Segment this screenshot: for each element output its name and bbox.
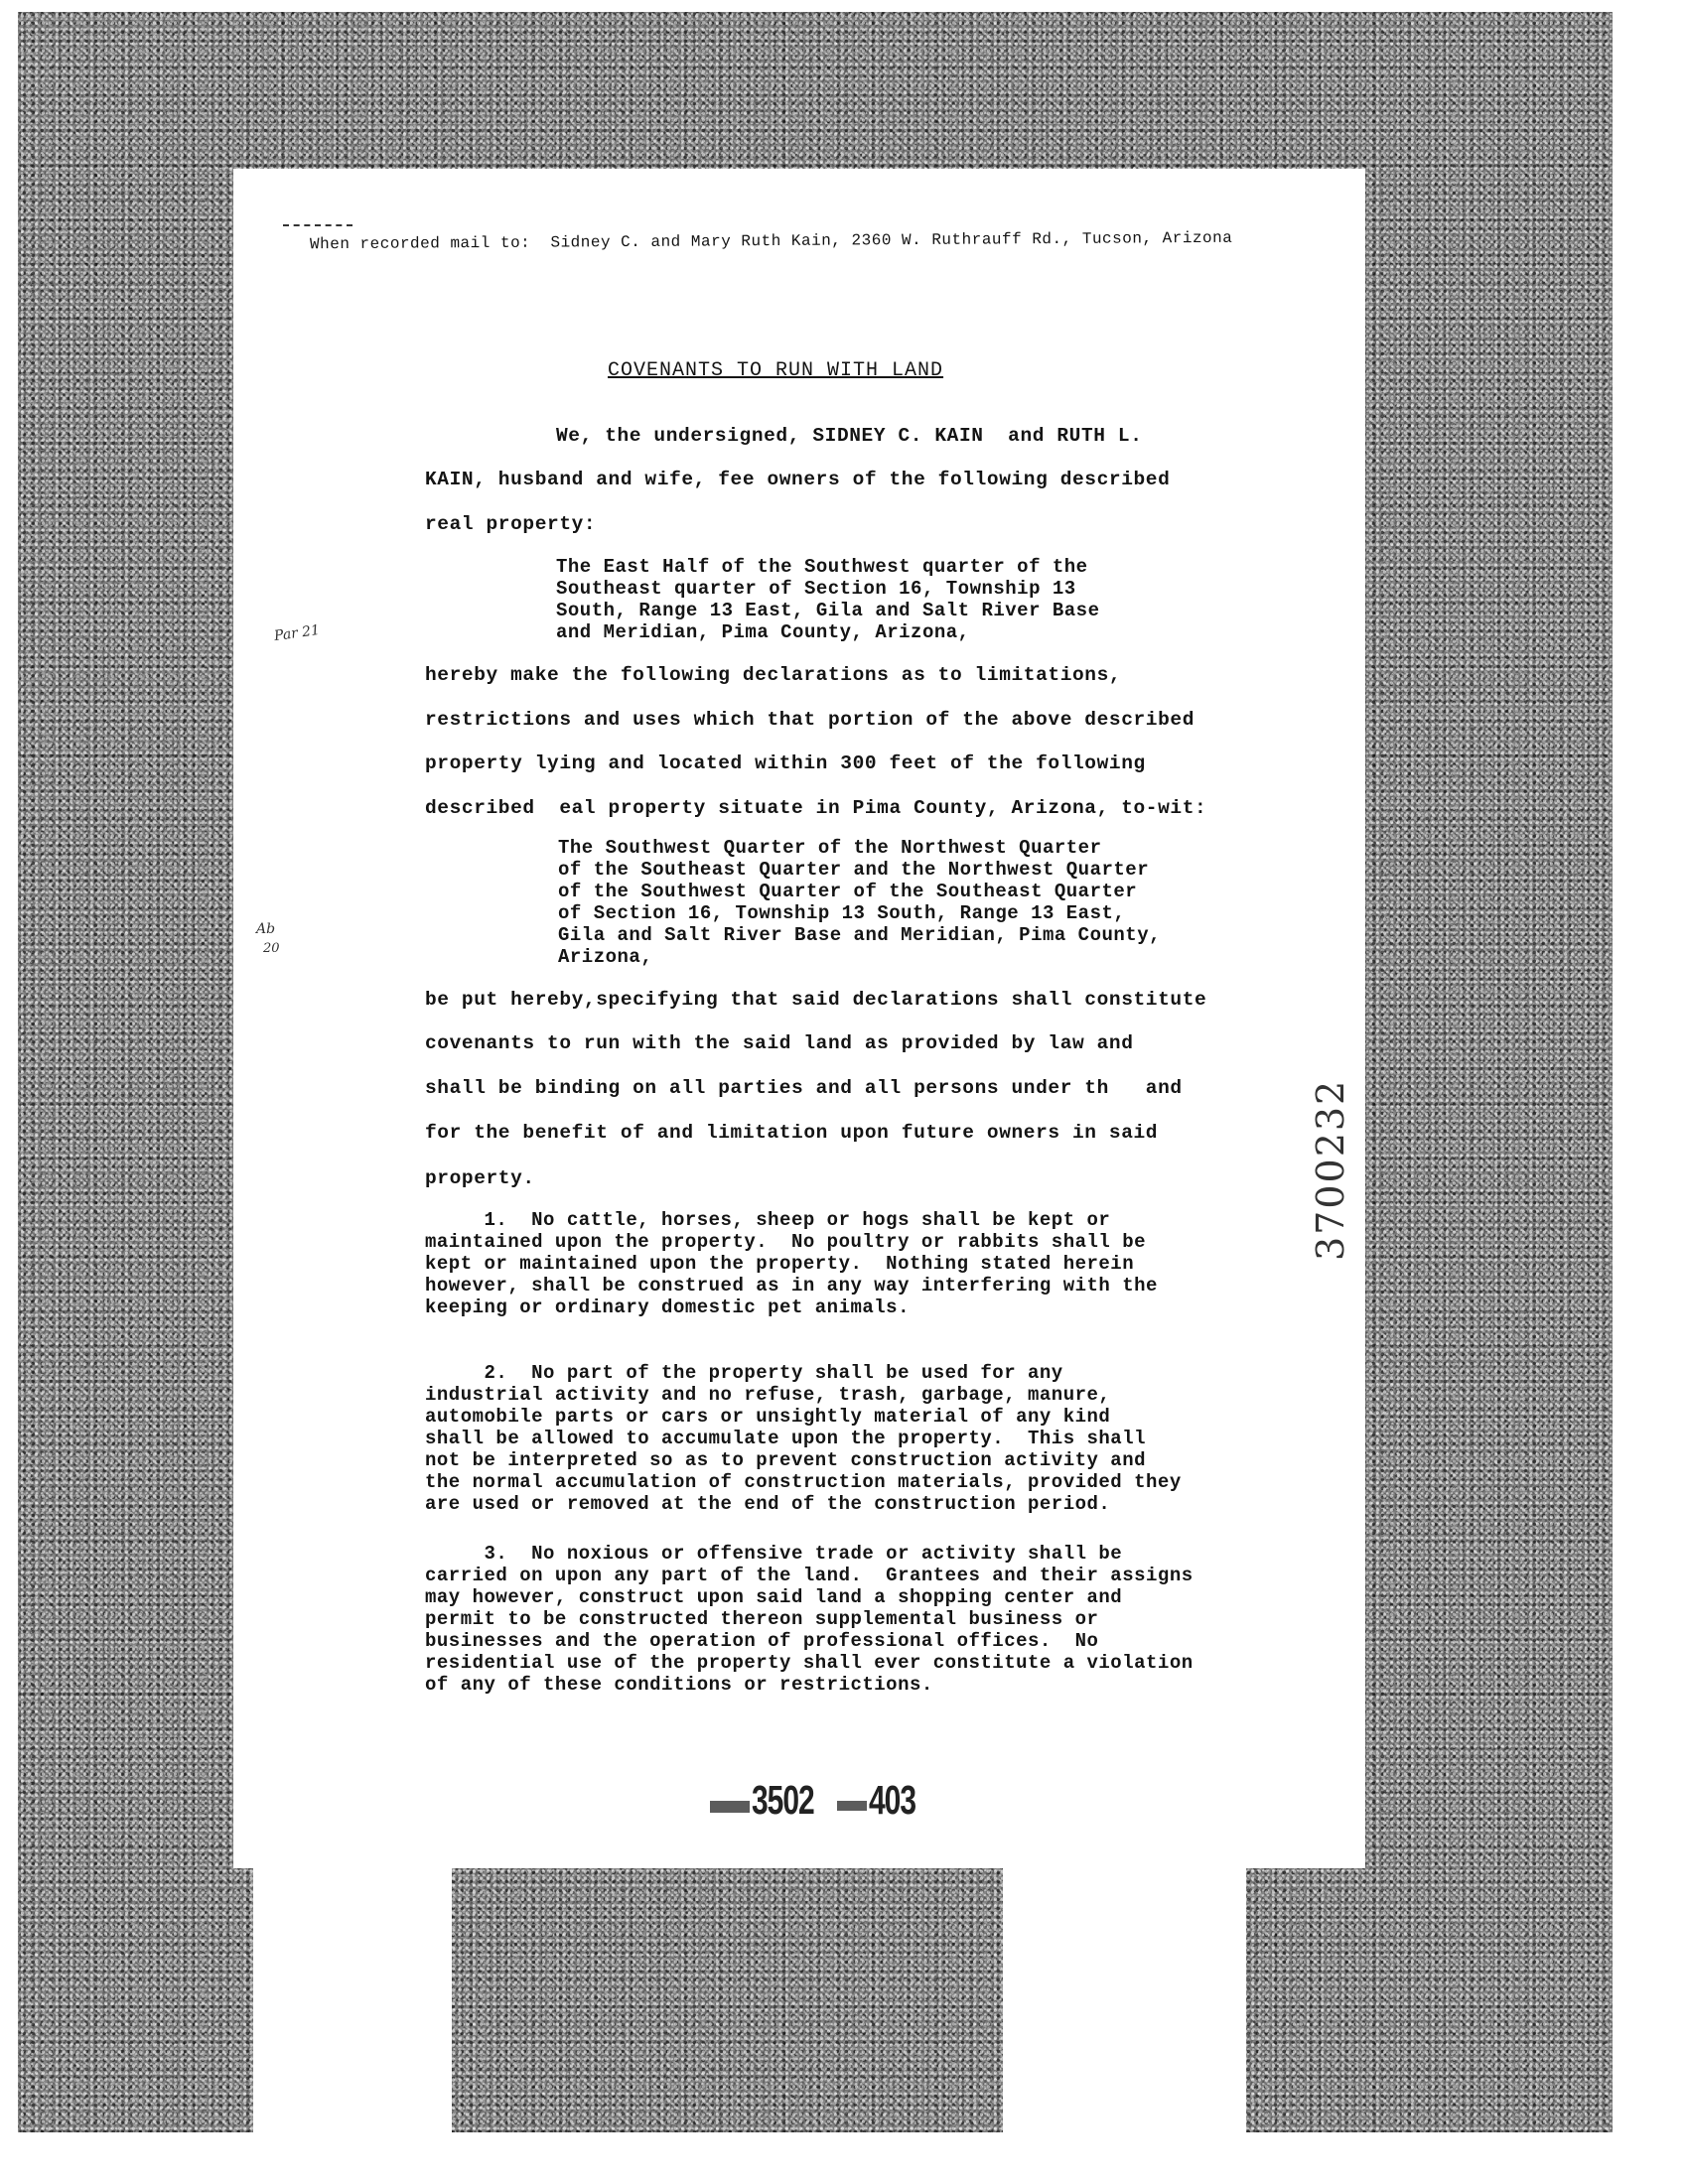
item-2-line: are used or removed at the end of the construction period.: [425, 1493, 1111, 1515]
paper-tab-right: [1003, 1866, 1246, 2132]
parcel-2-line: of Section 16, Township 13 South, Range 13 East,: [558, 902, 1126, 924]
intro-line: real property:: [425, 513, 597, 535]
docket-number: 3502: [752, 1779, 814, 1824]
margin-note: Par 21: [273, 621, 321, 645]
covenant-line: for the benefit of and limitation upon future owners in said: [425, 1122, 1159, 1144]
document-title: COVENANTS TO RUN WITH LAND: [608, 359, 944, 382]
parcel-2-line: of the Southeast Quarter and the Northwest Quarter: [558, 859, 1150, 881]
return-address: When recorded mail to: Sidney C. and Mary Ruth Kain, 2360 W. Ruthrauff Rd., Tucson, Arizona: [309, 228, 1233, 254]
page-margin-left: [0, 0, 18, 2184]
parcel-2-line: of the Southwest Quarter of the Southeast Quarter: [558, 881, 1138, 902]
page-number: 403: [869, 1779, 916, 1824]
covenant-line: property.: [425, 1167, 535, 1189]
item-3-line: may however, construct upon said land a shopping center and: [425, 1586, 1123, 1608]
item-1-line: keeping or ordinary domestic pet animals.: [425, 1297, 910, 1318]
declaration-line: described eal property situate in Pima County, Arizona, to-wit:: [425, 797, 1207, 819]
covenant-line: covenants to run with the said land as provided by law and: [425, 1032, 1134, 1054]
covenant-line: shall be binding on all parties and all persons under th and: [425, 1077, 1183, 1099]
item-3-line: carried on upon any part of the land. Grantees and their assigns: [425, 1565, 1194, 1586]
item-2-line: shall be allowed to accumulate upon the property. This shall: [425, 1428, 1147, 1449]
parcel-2-line: Gila and Salt River Base and Meridian, Pima County,: [558, 924, 1161, 946]
item-3-line: of any of these conditions or restrictions.: [425, 1674, 933, 1696]
covenant-line: be put hereby,specifying that said declarations shall constitute: [425, 989, 1207, 1011]
parcel-1-line: and Meridian, Pima County, Arizona,: [556, 621, 970, 643]
page-margin-top: [0, 0, 1688, 12]
item-3-line: permit to be constructed thereon supplemental business or: [425, 1608, 1099, 1630]
declaration-line: hereby make the following declarations as to limitations,: [425, 664, 1122, 686]
paper-tab-left: [253, 1866, 452, 2132]
item-2-line: the normal accumulation of construction materials, provided they: [425, 1471, 1182, 1493]
item-1-line: kept or maintained upon the property. Nothing stated herein: [425, 1253, 1135, 1275]
item-2-line: automobile parts or cars or unsightly material of any kind: [425, 1406, 1111, 1428]
intro-line: KAIN, husband and wife, fee owners of the following described: [425, 469, 1171, 490]
vertical-record-number: 3700232: [1309, 1078, 1352, 1261]
docket-stamp: [710, 1779, 938, 1827]
parcel-1-line: The East Half of the Southwest quarter of the: [556, 556, 1088, 578]
item-3-line: 3. No noxious or offensive trade or activity shall be: [425, 1543, 1123, 1565]
parcel-2-line: Arizona,: [558, 946, 653, 968]
item-1-line: 1. No cattle, horses, sheep or hogs shall be kept or: [425, 1209, 1111, 1231]
item-1-line: maintained upon the property. No poultry or rabbits shall be: [425, 1231, 1147, 1253]
item-2-line: not be interpreted so as to prevent construction activity and: [425, 1449, 1147, 1471]
parcel-2-line: The Southwest Quarter of the Northwest Quarter: [558, 837, 1102, 859]
margin-note: Ab: [256, 921, 276, 937]
stamp-prefix-mark: [710, 1801, 750, 1813]
parcel-1-line: South, Range 13 East, Gila and Salt River Base: [556, 600, 1100, 621]
page-margin-bottom: [0, 2132, 1688, 2184]
margin-note: 20: [263, 941, 280, 956]
declaration-line: property lying and located within 300 feet of the following: [425, 752, 1146, 774]
declaration-line: restrictions and uses which that portion of the above described: [425, 709, 1196, 731]
page-margin-right: [1613, 0, 1688, 2184]
header-dash-mark: [283, 224, 352, 230]
item-1-line: however, shall be construed as in any way interfering with the: [425, 1275, 1158, 1297]
intro-line: We, the undersigned, SIDNEY C. KAIN and RUTH L.: [556, 425, 1143, 447]
parcel-1-line: Southeast quarter of Section 16, Township 13: [556, 578, 1076, 600]
stamp-page-mark: [837, 1801, 867, 1811]
item-2-line: industrial activity and no refuse, trash, garbage, manure,: [425, 1384, 1111, 1406]
item-3-line: residential use of the property shall ever constitute a violation: [425, 1652, 1194, 1674]
item-3-line: businesses and the operation of professional offices. No: [425, 1630, 1099, 1652]
item-2-line: 2. No part of the property shall be used for any: [425, 1362, 1063, 1384]
